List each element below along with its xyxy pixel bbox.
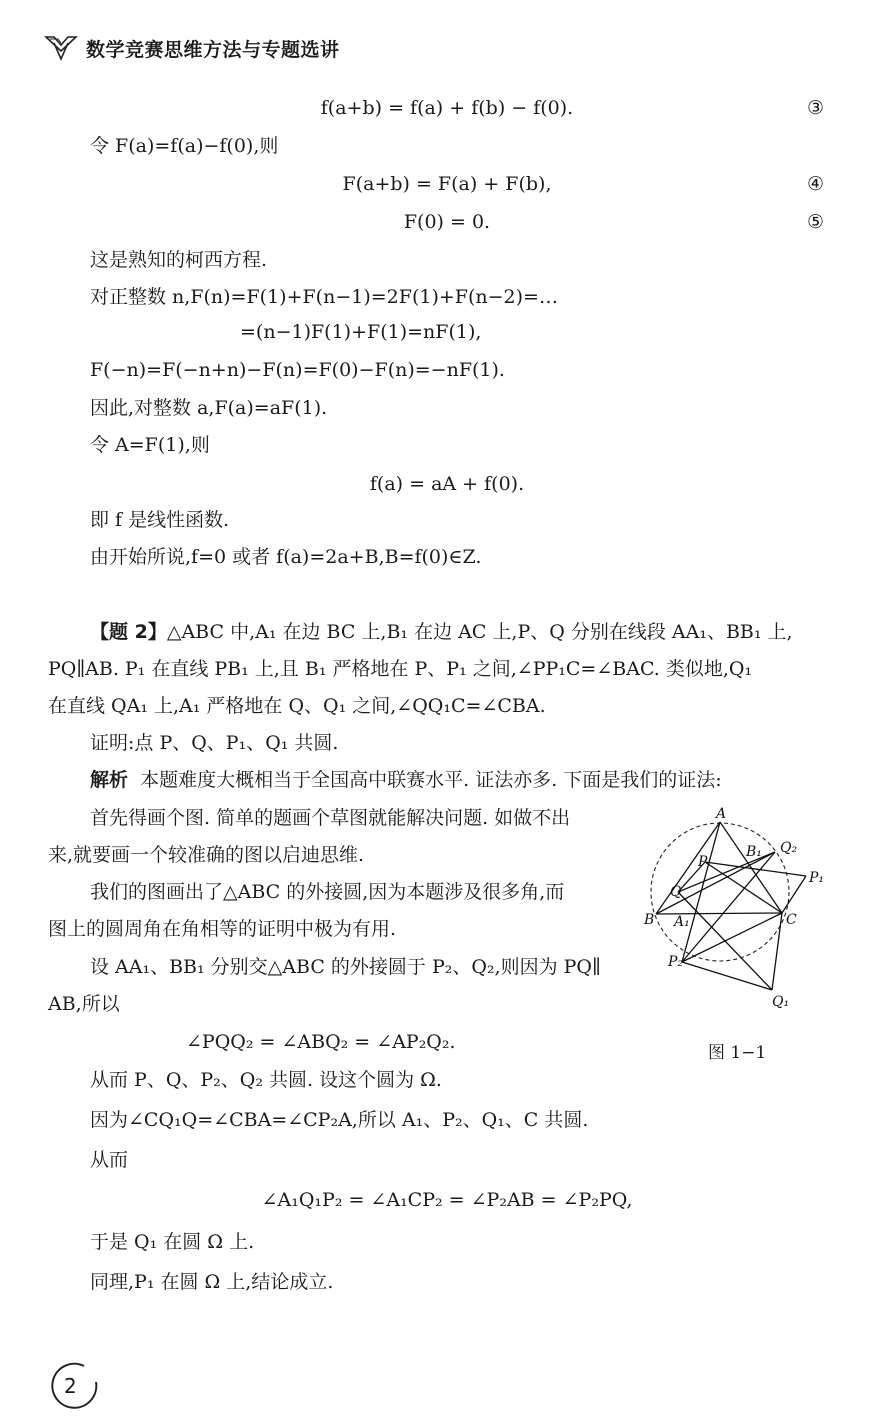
para4: 从而 P、Q、P₂、Q₂ 共圆. 设这个圆为 Ω. [90,1069,442,1091]
solution-intro-line [90,768,722,792]
solution-label: 解析 [90,769,129,791]
para5: 因为∠CQ₁Q=∠CBA=∠CP₂A,所以 A₁、P₂、Q₁、C 共圆. [90,1109,589,1131]
equation-5-number: ⑤ [806,211,824,233]
para6: 从而 [90,1149,129,1171]
label-P1: P₁ [809,870,825,886]
linear-equation: f(a) = aA + f(0). [369,473,525,495]
para2-line-b: 图上的圆周角在角相等的证明中极为有用. [48,918,397,940]
equation-4-number: ④ [806,173,824,195]
para8: 同理,P₁ 在圆 Ω 上,结论成立. [90,1271,334,1293]
problem-line-1 [90,620,793,644]
geometry-figure [636,800,836,1022]
solution-intro: 本题难度大概相当于全国高中联赛水平. 证法亦多. 下面是我们的证法: [140,769,722,791]
let-F-line: 令 F(a)=f(a)−f(0),则 [90,135,279,157]
problem-line-2: PQ∥AB. P₁ 在直线 PB₁ 上,且 B₁ 严格地在 P、P₁ 之间,∠PP₁C=∠BAC. 类似地,Q₁ [48,658,753,680]
linear-function-line: 即 f 是线性函数. [90,509,230,531]
label-Q1: Q₁ [772,994,790,1010]
positive-integer-line-2: =(n−1)F(1)+F(1)=nF(1), [240,321,482,343]
integer-result-line: 因此,对整数 a,F(a)=aF(1). [90,397,328,419]
positive-integer-line: 对正整数 n,F(n)=F(1)+F(n−1)=2F(1)+F(n−2)=… [90,286,558,308]
label-Q: Q [670,884,682,900]
book-title: 数学竞赛思维方法与专题选讲 [86,38,340,61]
equation-3-number: ③ [806,97,824,119]
problem-line-4: 证明:点 P、Q、P₁、Q₁ 共圆. [90,732,339,754]
figure-caption: 图 1−1 [708,1043,767,1063]
label-A1: A₁ [674,914,690,930]
equation-3: f(a+b) = f(a) + f(b) − f(0). [320,97,574,119]
label-B1: B₁ [746,844,762,860]
para2-line-a: 我们的图画出了△ABC 的外接圆,因为本题涉及很多角,而 [90,881,565,903]
logo-icon [44,33,78,63]
angle-equation-a: ∠PQQ₂ = ∠ABQ₂ = ∠AP₂Q₂. [186,1031,456,1053]
label-C: C [786,912,797,928]
para3-line-b: AB,所以 [48,993,120,1015]
label-P2: P₂ [668,954,684,970]
para3-line-a: 设 AA₁、BB₁ 分别交△ABC 的外接圆于 P₂、Q₂,则因为 PQ∥ [90,956,601,978]
label-A: A [716,806,727,822]
problem-label: 【题 2】 [90,621,167,643]
problem-text-1: △ABC 中,A₁ 在边 BC 上,B₁ 在边 AC 上,P、Q 分别在线段 AA₁、BB₁ 上, [166,621,793,643]
cauchy-line: 这是熟知的柯西方程. [90,249,268,271]
angle-equation-b: ∠A₁Q₁P₂ = ∠A₁CP₂ = ∠P₂AB = ∠P₂PQ, [261,1189,633,1211]
page-number-badge [44,1360,100,1412]
para7: 于是 Q₁ 在圆 Ω 上. [90,1231,255,1253]
equation-4: F(a+b) = F(a) + F(b), [342,173,552,195]
let-A-line: 令 A=F(1),则 [90,434,210,456]
page-number: 2 [64,1374,77,1398]
problem-line-3: 在直线 QA₁ 上,A₁ 严格地在 Q、Q₁ 之间,∠QQ₁C=∠CBA. [48,695,546,717]
equation-5: F(0) = 0. [403,211,491,233]
label-Q2: Q₂ [780,840,798,856]
conclusion-line: 由开始所说,f=0 或者 f(a)=2a+B,B=f(0)∈Z. [90,546,482,568]
para1-line-b: 来,就要画一个较准确的图以启迪思维. [48,844,365,866]
label-B: B [644,912,655,928]
label-P: P [698,854,708,870]
page-header [44,30,340,66]
para1-line-a: 首先得画个图. 简单的题画个草图就能解决问题. 如做不出 [90,807,571,829]
negative-integer-line: F(−n)=F(−n+n)−F(n)=F(0)−F(n)=−nF(1). [90,359,505,381]
